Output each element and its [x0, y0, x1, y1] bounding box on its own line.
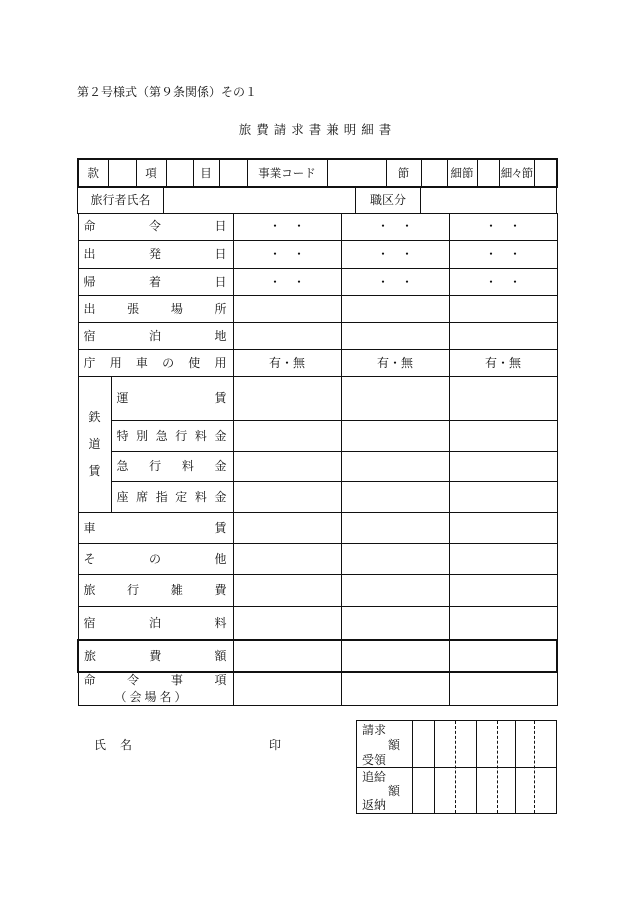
departure-date-cell: ・ ・	[341, 240, 449, 268]
total-expense-row	[78, 640, 557, 672]
destination-label	[79, 302, 233, 316]
return-date-cell: ・ ・	[233, 268, 341, 295]
label-char: 名	[159, 690, 172, 705]
label-char: 命	[83, 219, 96, 234]
total-expense-cell	[449, 640, 557, 672]
label-char: 座	[116, 489, 129, 504]
order-matters-label-cell	[78, 672, 233, 705]
label-char: 令	[149, 219, 162, 234]
label-char: 道	[88, 437, 101, 451]
limited-express-row	[78, 420, 557, 451]
label-char: 氏	[94, 738, 107, 752]
label-char: 出	[83, 247, 96, 261]
request-label-line: 受領	[362, 753, 387, 767]
label-char: 日	[214, 247, 227, 261]
departure-date-label-cell	[78, 240, 233, 268]
destination-row	[78, 295, 557, 322]
misc-expense-label	[79, 583, 233, 597]
label-char: 泊	[149, 328, 162, 343]
label-char: 賃	[88, 464, 101, 478]
traveler-table	[77, 187, 557, 214]
express-label-cell	[111, 451, 233, 481]
return-date-label-cell	[78, 268, 233, 295]
express-cell	[341, 451, 449, 481]
seal-label: 印	[269, 738, 282, 752]
label-char: 使	[188, 355, 201, 370]
label-char: 金	[214, 459, 227, 473]
label-char: そ	[83, 551, 96, 566]
kou-value-cell	[166, 159, 193, 187]
label-char: 車	[135, 355, 148, 370]
label-char: 泊	[149, 615, 162, 630]
railway-fare-cell	[233, 376, 341, 420]
request-receipt-label	[362, 723, 400, 768]
reserved-seat-cell	[341, 481, 449, 512]
label-char: 金	[214, 489, 227, 504]
label-char: 命	[83, 673, 96, 688]
label-char: 用	[214, 355, 227, 370]
express-cell	[233, 451, 341, 481]
form-number: 第２号様式（第９条関係）その１	[77, 85, 258, 99]
railway-fare-row	[78, 376, 557, 420]
label-char: 旅	[83, 583, 96, 597]
label-char: 別	[136, 428, 149, 443]
car-fare-label	[79, 521, 233, 535]
label-char: 所	[214, 301, 227, 316]
label-char: 帰	[83, 274, 96, 289]
label-char: 日	[214, 219, 227, 234]
lodging-fee-label-cell	[78, 606, 233, 640]
lodging-fee-row	[78, 606, 557, 640]
misc-expense-label-cell	[78, 574, 233, 606]
label-char: 令	[127, 673, 140, 688]
label-char: 日	[214, 274, 227, 289]
railway-fare-label	[112, 391, 233, 405]
label-char: 事	[170, 673, 183, 688]
misc-expense-cell	[233, 574, 341, 606]
car-fare-cell	[449, 512, 557, 543]
additional-label-line: 返納	[362, 798, 387, 812]
lodging-fee-label	[79, 616, 233, 630]
label-char: 定	[175, 489, 188, 504]
traveler-row	[78, 187, 557, 213]
misc-expense-cell	[341, 574, 449, 606]
venue-name-label	[79, 690, 233, 704]
traveler-name-cell	[164, 187, 356, 213]
departure-date-cell: ・ ・	[233, 240, 341, 268]
order-matters-row	[78, 672, 557, 705]
express-cell	[449, 451, 557, 481]
label-char: 鉄	[88, 410, 101, 424]
official-car-label	[79, 356, 233, 370]
label-char: 発	[149, 247, 162, 261]
label-char: 庁	[83, 355, 96, 370]
official-car-cell: 有・無	[233, 349, 341, 376]
additional-label-line: 追給	[362, 770, 387, 784]
lodging-place-label	[79, 329, 233, 343]
label-char: （	[114, 690, 127, 705]
label-char: 行	[149, 459, 162, 473]
label-char: 着	[149, 274, 162, 289]
destination-cell	[449, 295, 557, 322]
moku-value-cell	[219, 159, 247, 187]
setsu-label: 節	[386, 159, 421, 187]
label-char: 額	[214, 649, 227, 663]
railway-label-cell	[78, 376, 111, 512]
label-char: 場	[144, 690, 157, 705]
order-date-label	[79, 219, 233, 233]
label-char: 項	[214, 673, 227, 688]
order-date-cell: ・ ・	[449, 213, 557, 240]
railway-fare-cell	[341, 376, 449, 420]
label-char: の	[149, 551, 162, 566]
car-fare-label-cell	[78, 512, 233, 543]
order-matters-cell	[233, 672, 341, 705]
limited-express-cell	[233, 420, 341, 451]
reserved-seat-label-cell	[111, 481, 233, 512]
label-char: 料	[214, 615, 227, 630]
setsu-value-cell	[421, 159, 447, 187]
limited-express-cell	[341, 420, 449, 451]
label-char: 宿	[83, 328, 96, 343]
label-char: 場	[170, 301, 183, 316]
return-date-cell: ・ ・	[449, 268, 557, 295]
job-class-label: 職区分	[356, 187, 421, 213]
label-char: 用	[109, 355, 122, 370]
railway-label	[79, 410, 111, 478]
order-matters-cell	[449, 672, 557, 705]
label-char: 運	[116, 391, 129, 405]
label-char: 行	[175, 428, 188, 443]
label-char: 地	[214, 328, 227, 343]
other-cell	[341, 543, 449, 574]
label-char: 急	[116, 459, 129, 473]
departure-date-label	[79, 247, 233, 261]
saisetsu-label: 細節	[447, 159, 477, 187]
lodging-place-cell	[449, 322, 557, 349]
express-label	[112, 459, 233, 473]
car-fare-cell	[233, 512, 341, 543]
business-code-value-cell	[327, 159, 386, 187]
label-char: 名	[119, 738, 132, 752]
label-char: 賃	[214, 391, 227, 405]
lodging-place-cell	[233, 322, 341, 349]
label-char: 車	[83, 520, 96, 535]
moku-label: 目	[193, 159, 219, 187]
reserved-seat-row	[78, 481, 557, 512]
official-car-cell: 有・無	[449, 349, 557, 376]
kan-label: 款	[78, 159, 108, 187]
traveler-name-label: 旅行者氏名	[78, 187, 164, 213]
limited-express-label	[112, 429, 233, 443]
reserved-seat-label	[112, 490, 233, 504]
label-char: 席	[136, 489, 149, 504]
form-title: 旅費請求書兼明細書	[238, 122, 397, 137]
saisaisetsu-value-cell	[534, 159, 557, 187]
official-car-row	[78, 349, 557, 376]
label-char: 費	[149, 649, 162, 663]
label-char: 指	[155, 489, 168, 504]
departure-date-cell: ・ ・	[449, 240, 557, 268]
order-date-cell: ・ ・	[233, 213, 341, 240]
official-car-label-cell	[78, 349, 233, 376]
label-char: 料	[181, 459, 194, 473]
order-matters-cell	[341, 672, 449, 705]
return-date-cell: ・ ・	[341, 268, 449, 295]
misc-expense-row	[78, 574, 557, 606]
budget-code-row	[78, 159, 557, 187]
lodging-fee-cell	[341, 606, 449, 640]
label-char: 急	[155, 428, 168, 443]
total-expense-label	[79, 649, 233, 663]
limited-express-cell	[449, 420, 557, 451]
label-char: 料	[194, 428, 207, 443]
receipt-amount-box	[356, 720, 557, 814]
car-fare-cell	[341, 512, 449, 543]
lodging-place-label-cell	[78, 322, 233, 349]
label-char: 賃	[214, 520, 227, 535]
label-char: 費	[214, 583, 227, 597]
railway-fare-cell	[449, 376, 557, 420]
destination-label-cell	[78, 295, 233, 322]
lodging-fee-cell	[233, 606, 341, 640]
label-char: 金	[214, 428, 227, 443]
railway-fare-label-cell	[111, 376, 233, 420]
kou-label: 項	[136, 159, 166, 187]
label-char: 行	[127, 583, 140, 597]
destination-cell	[233, 295, 341, 322]
budget-code-table	[77, 158, 558, 188]
return-date-row	[78, 268, 557, 295]
job-class-cell	[421, 187, 557, 213]
other-cell	[449, 543, 557, 574]
business-code-label: 事業コード	[247, 159, 327, 187]
lodging-fee-cell	[449, 606, 557, 640]
label-char: 特	[116, 428, 129, 443]
reserved-seat-cell	[449, 481, 557, 512]
label-char: 旅	[84, 649, 97, 663]
label-char: ）	[174, 690, 187, 705]
official-car-cell: 有・無	[341, 349, 449, 376]
order-date-label-cell	[78, 213, 233, 240]
limited-express-label-cell	[111, 420, 233, 451]
label-char: 他	[214, 551, 227, 566]
lodging-place-cell	[341, 322, 449, 349]
label-char: 雑	[170, 583, 183, 597]
order-date-row	[78, 213, 557, 240]
additional-label-line: 額	[388, 784, 401, 798]
order-date-cell: ・ ・	[341, 213, 449, 240]
reserved-seat-cell	[233, 481, 341, 512]
other-label-cell	[78, 543, 233, 574]
departure-date-row	[78, 240, 557, 268]
express-row	[78, 451, 557, 481]
other-row	[78, 543, 557, 574]
total-expense-cell	[341, 640, 449, 672]
label-char: 張	[127, 301, 140, 316]
label-char: 会	[129, 690, 142, 705]
label-char: 料	[194, 489, 207, 504]
label-char: 宿	[83, 615, 96, 630]
return-date-label	[79, 275, 233, 289]
misc-expense-cell	[449, 574, 557, 606]
car-fare-row	[78, 512, 557, 543]
label-char: 出	[83, 301, 96, 316]
saisetsu-value-cell	[477, 159, 499, 187]
total-expense-cell	[233, 640, 341, 672]
other-cell	[233, 543, 341, 574]
lodging-place-row	[78, 322, 557, 349]
total-expense-label-cell	[78, 640, 233, 672]
label-char: の	[162, 355, 175, 370]
expense-detail-table	[77, 213, 558, 706]
request-label-line: 額	[388, 738, 401, 752]
destination-cell	[341, 295, 449, 322]
additional-refund-label	[362, 770, 400, 812]
other-label	[79, 552, 233, 566]
signature-name-label	[94, 738, 132, 752]
kan-value-cell	[108, 159, 136, 187]
saisaisetsu-label: 細々節	[499, 159, 534, 187]
order-matters-label	[79, 673, 233, 687]
request-label-line: 請求	[362, 723, 387, 737]
